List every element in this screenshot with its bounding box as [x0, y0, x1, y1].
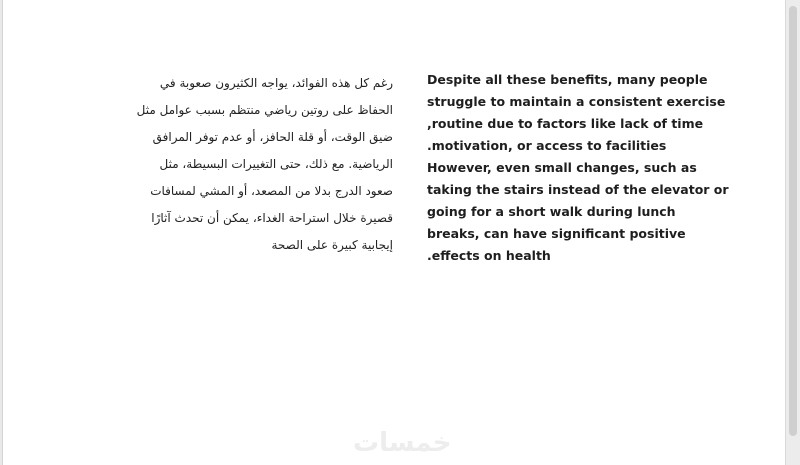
arabic-line: الحفاظ على روتين رياضي منتظم بسبب عوامل مثل	[136, 103, 393, 117]
arabic-line: الرياضية. مع ذلك، حتى التغييرات البسيطة، مثل	[159, 157, 393, 171]
english-line: .effects on health	[427, 248, 551, 263]
english-line: Despite all these benefits, many people	[427, 72, 708, 87]
english-line: .motivation, or access to facilities	[427, 138, 667, 153]
vertical-scrollbar[interactable]	[785, 0, 800, 465]
english-paragraph	[427, 69, 727, 267]
arabic-paragraph	[123, 70, 393, 259]
arabic-line: إيجابية كبيرة على الصحة	[271, 238, 393, 252]
arabic-line: صعود الدرج بدلا من المصعد، أو المشي لمسافات	[150, 184, 393, 198]
english-line: taking the stairs instead of the elevator or	[427, 182, 729, 197]
english-line: going for a short walk during lunch	[427, 204, 676, 219]
document-page	[2, 0, 786, 465]
arabic-line: قصيرة خلال استراحة الغداء، يمكن أن تحدث آثارًا	[151, 211, 393, 225]
arabic-line: ضيق الوقت، أو قلة الحافز، أو عدم توفر المرافق	[152, 130, 393, 144]
english-line: struggle to maintain a consistent exercise	[427, 94, 726, 109]
watermark-logo: خمسات	[353, 428, 452, 458]
scrollbar-thumb[interactable]	[789, 6, 797, 436]
english-line: However, even small changes, such as	[427, 160, 697, 175]
english-line: ,routine due to factors like lack of time	[427, 116, 704, 131]
english-line: breaks, can have significant positive	[427, 226, 686, 241]
arabic-line: رغم كل هذه الفوائد، يواجه الكثيرون صعوبة في	[159, 76, 393, 90]
